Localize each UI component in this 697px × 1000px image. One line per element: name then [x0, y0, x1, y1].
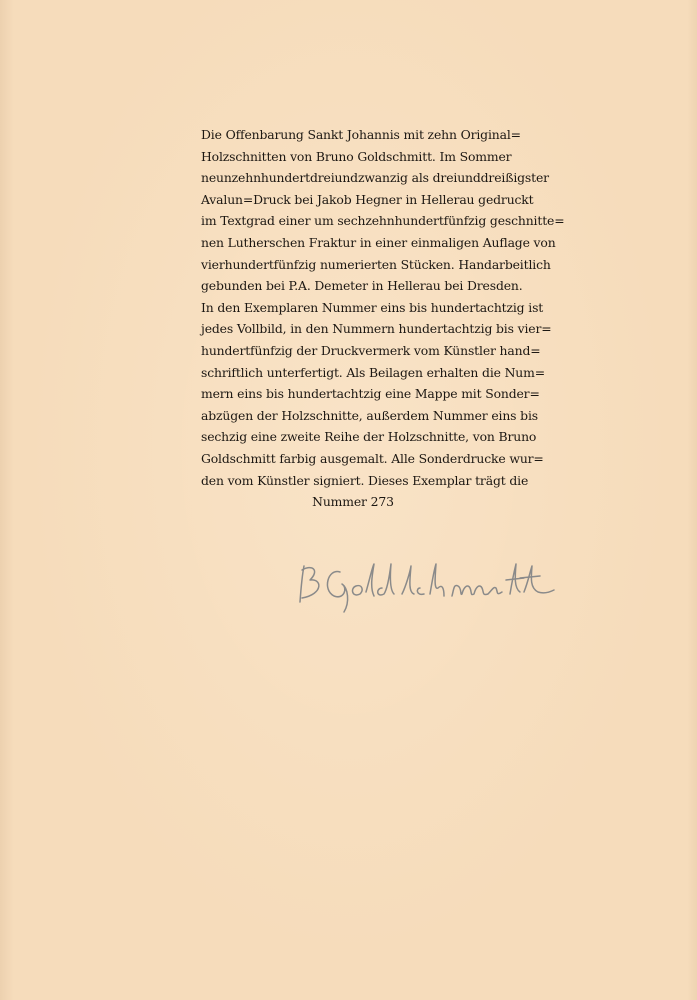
signature-stroke: [327, 572, 347, 612]
colophon-text-block: [201, 124, 565, 513]
copy-number-label: Nummer: [312, 494, 367, 510]
colophon-line: In den Exemplaren Nummer eins bis hundertachtzig ist: [201, 299, 544, 315]
signature-stroke: [506, 576, 540, 580]
colophon-line: Holzschnitten von Bruno Goldschmitt. Im Sommer: [201, 148, 512, 164]
colophon-line: neunzehnhundertdreiundzwanzig als dreiunddreißigster: [201, 170, 549, 186]
colophon-line: schriftlich unterfertigt. Als Beilagen erhalten die Num=: [201, 364, 545, 380]
signature-stroke: [353, 564, 394, 596]
signature-stroke: [402, 564, 444, 596]
colophon-line: nen Lutherschen Fraktur in einer einmaligen Auflage von: [201, 234, 556, 250]
colophon-line: im Textgrad einer um sechzehnhundertfünfzig geschnitte=: [201, 213, 565, 229]
copy-number-line: [201, 491, 505, 513]
colophon-line: vierhundertfünfzig numerierten Stücken. Handarbeitlich: [201, 256, 551, 272]
colophon-line: sechzig eine zweite Reihe der Holzschnitte, von Bruno: [201, 429, 537, 445]
colophon-line: jedes Vollbild, in den Nummern hundertachtzig bis vier=: [201, 321, 552, 337]
colophon-line: Goldschmitt farbig ausgemalt. Alle Sonderdrucke wur=: [201, 450, 544, 466]
copy-number: 273: [370, 494, 394, 510]
colophon-line: hundertfünfzig der Druckvermerk vom Künstler hand=: [201, 342, 541, 358]
colophon-line: Die Offenbarung Sankt Johannis mit zehn Original=: [201, 127, 521, 142]
colophon-line: Avalun=Druck bei Jakob Hegner in Hellerau gedruckt: [201, 191, 534, 207]
colophon-line: mern eins bis hundertachtzig eine Mappe mit Sonder=: [201, 386, 540, 402]
colophon-line: den vom Künstler signiert. Dieses Exemplar trägt die: [201, 472, 529, 488]
signature-stroke: [452, 585, 502, 596]
signature-stroke: [300, 566, 319, 602]
colophon-line: abzügen der Holzschnitte, außerdem Nummer eins bis: [201, 407, 538, 423]
handwritten-signature: [292, 558, 564, 614]
colophon-line: gebunden bei P.A. Demeter in Hellerau bei Dresden.: [201, 278, 523, 294]
